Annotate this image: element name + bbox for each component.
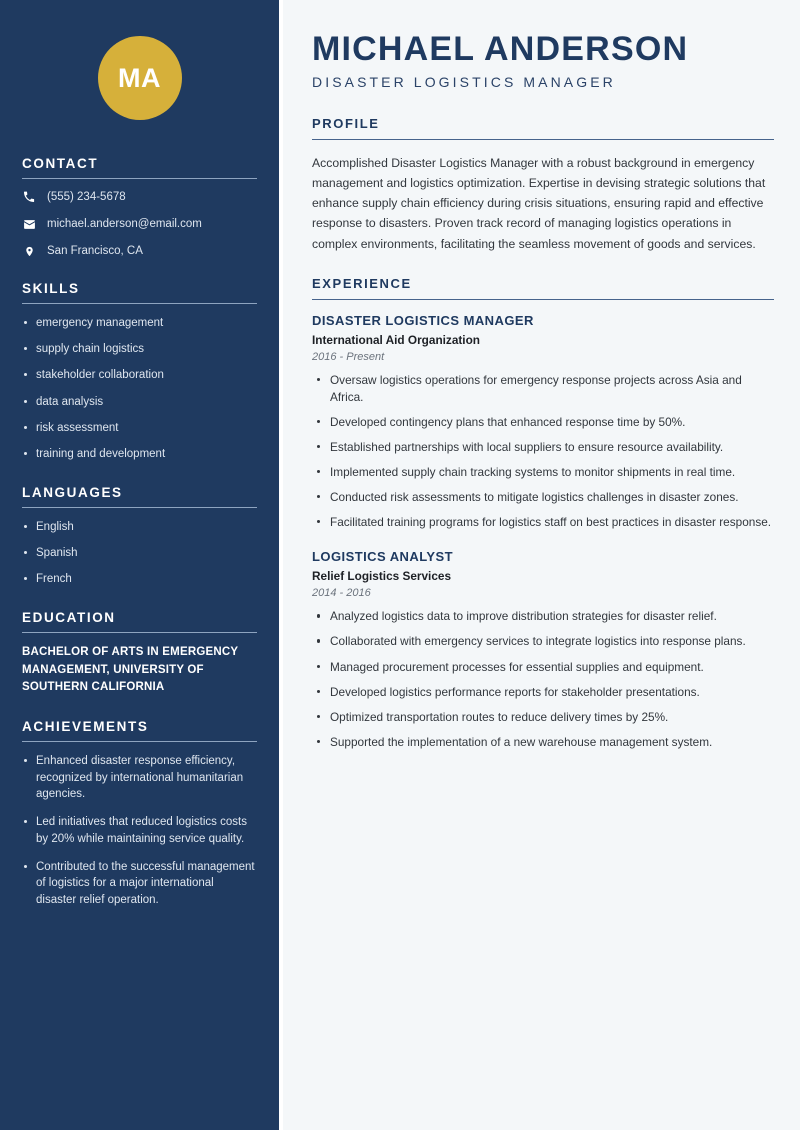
list-item: supply chain logistics: [22, 341, 257, 357]
list-item: Oversaw logistics operations for emergency response projects across Asia and Africa.: [312, 372, 774, 406]
list-item: Developed logistics performance reports for stakeholder presentations.: [312, 684, 774, 701]
contact-value-phone: (555) 234-5678: [47, 191, 126, 203]
list-item: Managed procurement processes for essential supplies and equipment.: [312, 659, 774, 676]
list-item: Conducted risk assessments to mitigate logistics challenges in disaster zones.: [312, 489, 774, 506]
list-item: risk assessment: [22, 420, 257, 436]
contact-heading: CONTACT: [22, 156, 99, 171]
skills-heading: SKILLS: [22, 280, 80, 296]
education-entry: BACHELOR OF ARTS IN EMERGENCY MANAGEMENT, UNIVERSITY OF SOUTHERN CALIFORNIA: [22, 645, 239, 694]
profile-heading: PROFILE: [312, 116, 380, 132]
list-item: Enhanced disaster response efficiency, recognized by international humanitarian agencies.: [22, 753, 257, 802]
experience-entry: [312, 313, 774, 532]
contact-divider: [22, 178, 257, 179]
envelope-icon: [22, 218, 36, 231]
achievements-section: [22, 719, 257, 908]
map-pin-icon: [22, 245, 36, 258]
list-item: Led initiatives that reduced logistics costs by 20% while maintaining service quality.: [22, 814, 257, 847]
experience-company: Relief Logistics Services: [312, 569, 452, 584]
skills-section: [22, 281, 257, 463]
contact-row-location: [22, 244, 257, 259]
list-item: Optimized transportation routes to reduce delivery times by 25%.: [312, 709, 774, 726]
experience-bullets: [312, 372, 774, 532]
experience-bullets: [312, 608, 774, 751]
education-heading: EDUCATION: [22, 609, 116, 625]
list-item: Facilitated training programs for logistics staff on best practices in disaster response.: [312, 514, 774, 531]
list-item: French: [22, 571, 257, 587]
list-item: training and development: [22, 446, 257, 462]
list-item: Developed contingency plans that enhanced response time by 50%.: [312, 414, 774, 431]
profile-divider: [312, 139, 774, 140]
experience-divider: [312, 299, 774, 300]
profile-section: [312, 116, 774, 254]
contact-value-location: San Francisco, CA: [47, 244, 143, 257]
avatar-initials: MA: [98, 36, 182, 120]
list-item: data analysis: [22, 394, 257, 410]
list-item: Analyzed logistics data to improve distribution strategies for disaster relief.: [312, 608, 774, 625]
experience-dates: 2016 - Present: [312, 350, 385, 363]
list-item: Contributed to the successful management of logistics for a major international disaster relief operation.: [22, 859, 257, 908]
main-content: [283, 0, 800, 1130]
sidebar: [0, 0, 279, 1130]
list-item: emergency management: [22, 315, 257, 331]
contact-value-email: michael.anderson@email.com: [47, 217, 202, 230]
list-item: Spanish: [22, 545, 257, 561]
avatar-container: [22, 0, 257, 156]
skills-list: [22, 315, 257, 463]
list-item: stakeholder collaboration: [22, 367, 257, 383]
list-item: Collaborated with emergency services to integrate logistics into response plans.: [312, 633, 774, 650]
achievements-heading: ACHIEVEMENTS: [22, 719, 149, 735]
contact-row-phone: [22, 190, 257, 205]
experience-entry: [312, 549, 774, 751]
page-title: MICHAEL ANDERSON: [312, 30, 689, 68]
achievements-divider: [22, 741, 257, 742]
languages-divider: [22, 507, 257, 508]
list-item: Supported the implementation of a new warehouse management system.: [312, 734, 774, 751]
list-item: English: [22, 519, 257, 535]
experience-role: LOGISTICS ANALYST: [312, 549, 454, 565]
contact-section: [22, 156, 257, 259]
education-section: [22, 610, 257, 697]
education-divider: [22, 632, 257, 633]
skills-divider: [22, 303, 257, 304]
languages-list: [22, 519, 257, 588]
experience-section: [312, 276, 774, 751]
experience-dates: 2014 - 2016: [312, 587, 371, 600]
achievements-list: [22, 753, 257, 908]
phone-icon: [22, 191, 36, 203]
experience-company: International Aid Organization: [312, 332, 481, 347]
profile-text: Accomplished Disaster Logistics Manager with a robust background in emergency management and logistics optimization. Expertise in devising strategic solutions that enhance supply chain efficiency during crisis situations, ensuring rapid and effective response to disasters. Proven track record of managing logistics operations in complex environments, facilitating the seamless movement of goods and services.: [312, 156, 766, 251]
experience-heading: EXPERIENCE: [312, 275, 412, 291]
job-title-subheading: DISASTER LOGISTICS MANAGER: [312, 74, 616, 91]
experience-role: DISASTER LOGISTICS MANAGER: [312, 312, 534, 328]
contact-row-email: [22, 217, 257, 232]
languages-section: [22, 485, 257, 588]
list-item: Implemented supply chain tracking systems to monitor shipments in real time.: [312, 464, 774, 481]
list-item: Established partnerships with local suppliers to ensure resource availability.: [312, 439, 774, 456]
languages-heading: LANGUAGES: [22, 484, 123, 500]
